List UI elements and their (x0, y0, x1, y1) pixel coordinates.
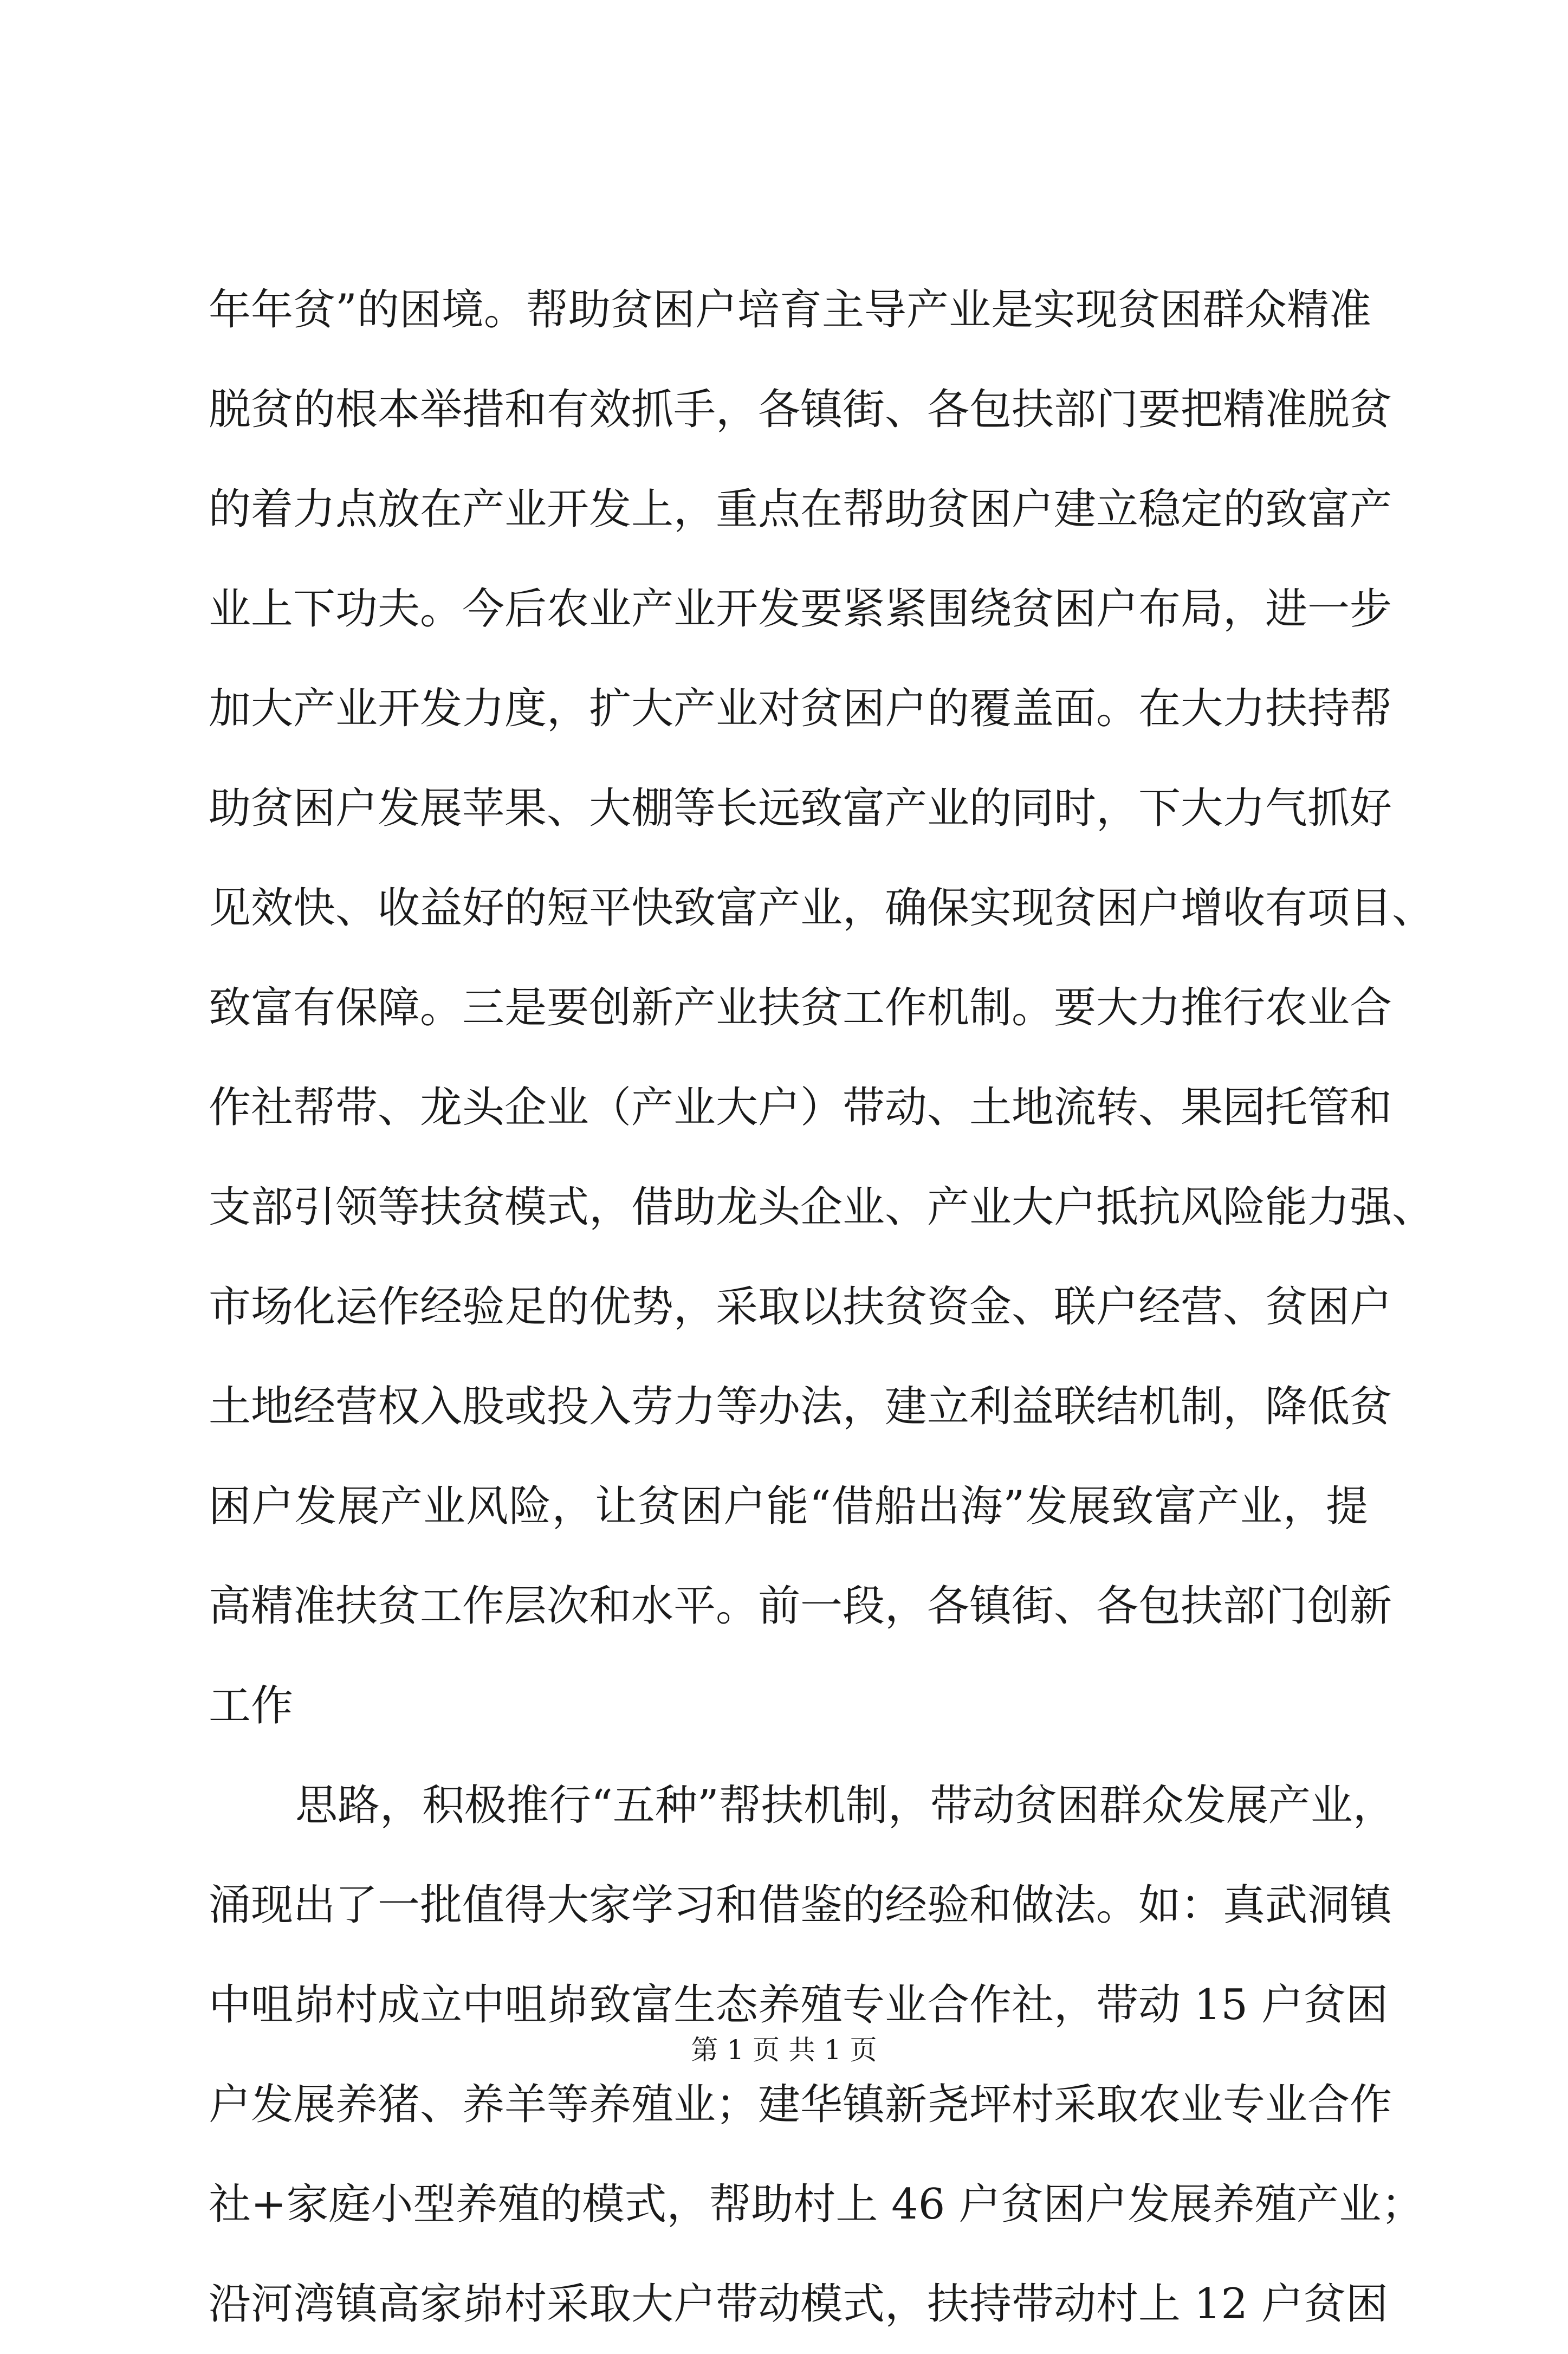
page-number: 第 1 页 共 1 页 (691, 2034, 877, 2066)
text-line: 户发展养猪、养羊等养殖业；建华镇新尧坪村采取农业专业合作 (209, 2080, 1392, 2129)
text-line: 中咀峁村成立中咀峁致富生态养殖专业合作社，带动 15 户贫困 (209, 1981, 1388, 2029)
text-line: 沿河湾镇高家峁村采取大户带动模式，扶持带动村上 12 户贫困 (209, 2280, 1388, 2329)
text-line: 社+家庭小型养殖的模式，帮助村上 46 户贫困户发展养殖产业； (209, 2180, 1424, 2229)
text-line: 困户发展产业风险，让贫困户能“借船出海”发展致富产业，提 (209, 1482, 1368, 1531)
paragraph-1 (209, 260, 1435, 1756)
text-line: 助贫困户发展苹果、大棚等长远致富产业的同时，下大力气抓好 (209, 784, 1392, 833)
text-line: 的着力点放在产业开发上，重点在帮助贫困户建立稳定的致富产 (209, 485, 1392, 534)
text-line: 年年贫”的困境。帮助贫困户培育主导产业是实现贫困群众精准 (209, 286, 1371, 334)
text-line: 见效快、收益好的短平快致富产业，确保实现贫困户增收有项目、 (209, 884, 1435, 933)
text-line: 支部引领等扶贫模式，借助龙头企业、产业大户抵抗风险能力强、 (209, 1183, 1435, 1232)
text-line: 土地经营权入股或投入劳力等办法，建立利益联结机制，降低贫 (209, 1382, 1392, 1431)
page-footer (0, 2031, 1568, 2069)
text-line: 思路，积极推行“五种”帮扶机制，带动贫困群众发展产业， (295, 1781, 1395, 1830)
text-line: 致富有保障。三是要创新产业扶贫工作机制。要大力推行农业合 (209, 984, 1392, 1032)
text-line: 市场化运作经验足的优势，采取以扶贫资金、联户经营、贫困户 (209, 1283, 1392, 1331)
text-line: 涌现出了一批值得大家学习和借鉴的经验和做法。如：真武洞镇 (209, 1881, 1392, 1930)
text-line: 工作 (209, 1682, 294, 1730)
text-line: 高精准扶贫工作层次和水平。前一段，各镇街、各包扶部门创新 (209, 1582, 1392, 1631)
text-line: 作社帮带、龙头企业（产业大户）带动、土地流转、果园托管和 (209, 1083, 1392, 1132)
text-line: 脱贫的根本举措和有效抓手，各镇街、各包扶部门要把精准脱贫 (209, 385, 1392, 434)
text-line: 业上下功夫。今后农业产业开发要紧紧围绕贫困户布局，进一步 (209, 585, 1392, 633)
text-line: 加大产业开发力度，扩大产业对贫困户的覆盖面。在大力扶持帮 (209, 684, 1392, 733)
